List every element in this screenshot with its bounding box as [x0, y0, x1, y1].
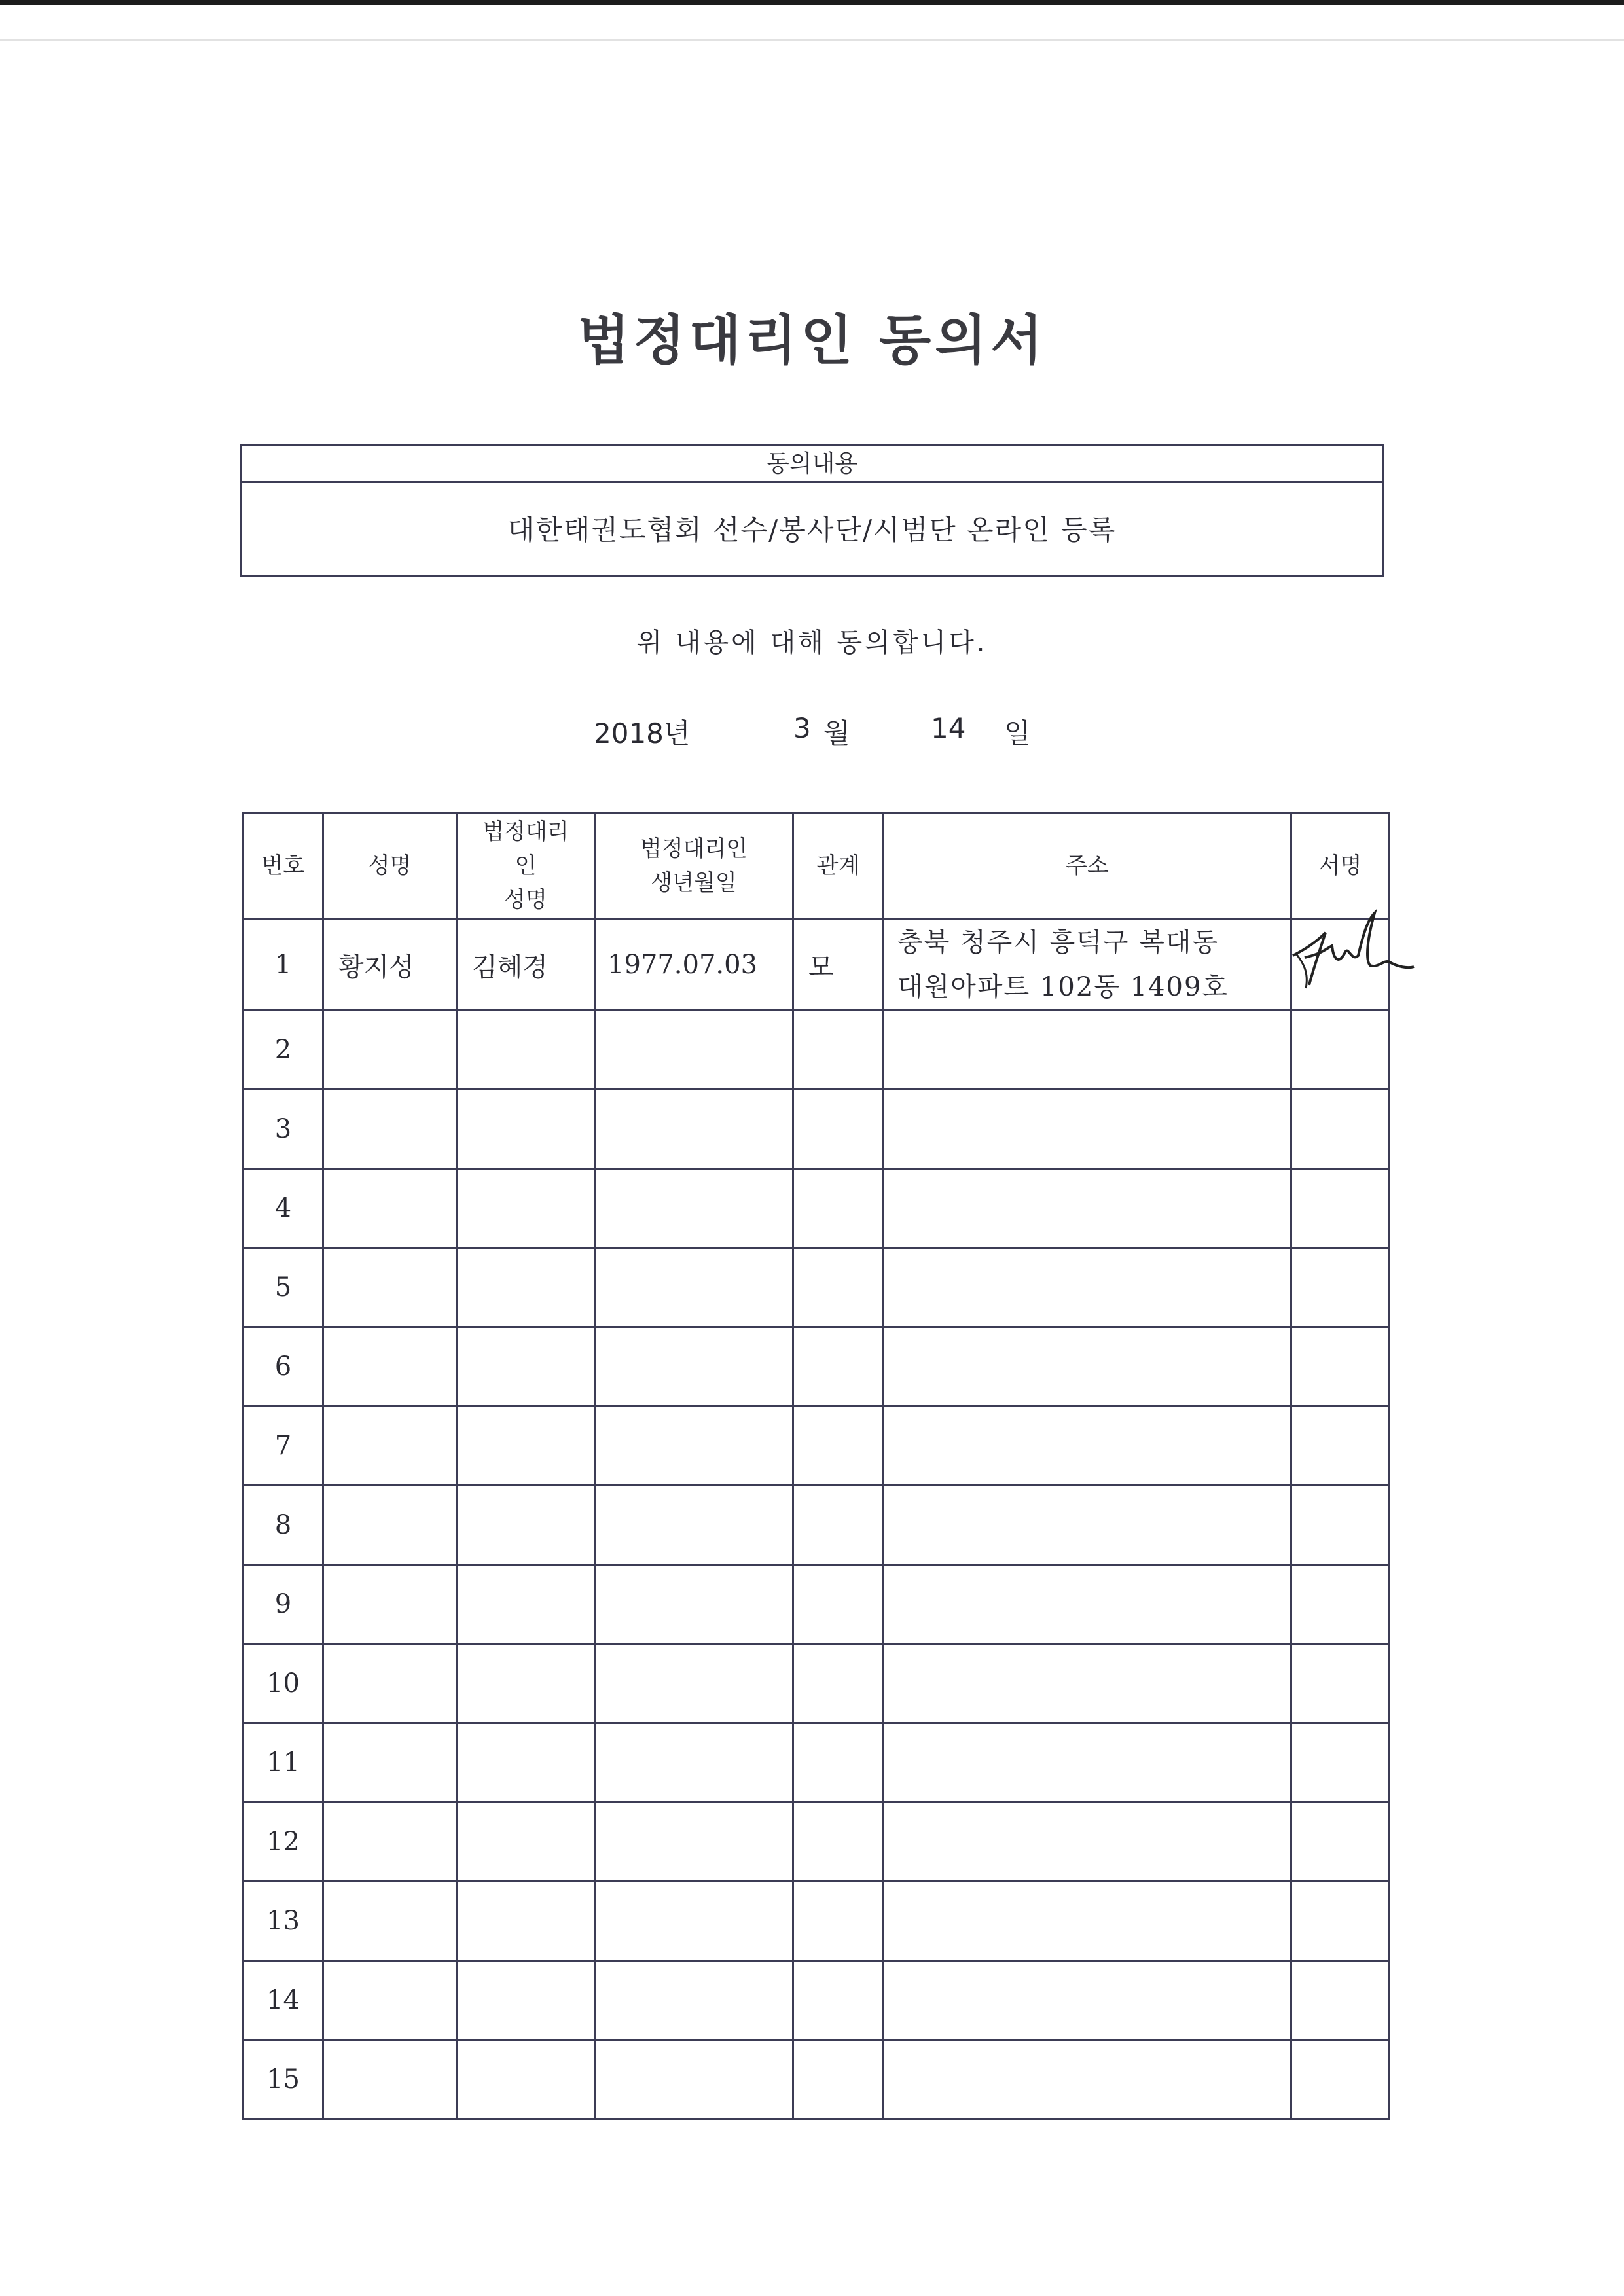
date-year: 2018년	[594, 717, 691, 749]
row-guardian-dob	[595, 1169, 793, 1248]
row-relation	[793, 1169, 884, 1248]
row-signature-cell	[1291, 1486, 1390, 1565]
row-relation	[793, 1327, 884, 1407]
consent-content: 대한태권도협회 선수/봉사단/시범단 온라인 등록	[507, 514, 1117, 546]
scan-top-edge	[0, 0, 1624, 5]
row-no: 3	[244, 1090, 323, 1169]
row-relation	[793, 1961, 884, 2040]
row-address-line1: 충북 청주시 흥덕구 복대동	[897, 927, 1219, 958]
row-guardian-name	[457, 1882, 595, 1961]
table-header-row	[244, 813, 1390, 920]
header-guardian-name-line3: 성명	[504, 887, 547, 913]
row-no: 8	[244, 1486, 323, 1565]
table-row	[244, 1090, 1390, 1169]
row-relation	[793, 1248, 884, 1327]
row-signature-cell	[1291, 1327, 1390, 1407]
header-guardian-dob-line2: 생년월일	[651, 870, 737, 896]
table-row	[244, 1248, 1390, 1327]
row-no: 9	[244, 1565, 323, 1644]
row-name	[323, 1011, 457, 1090]
row-signature-cell	[1291, 1961, 1390, 2040]
row-address	[884, 1961, 1291, 2040]
row-address	[884, 2040, 1291, 2119]
row-no: 7	[244, 1407, 323, 1486]
row-name	[323, 2040, 457, 2119]
row-relation	[793, 1565, 884, 1644]
row-no: 14	[244, 1961, 323, 2040]
row-name	[323, 1486, 457, 1565]
row-name	[323, 1565, 457, 1644]
row-no: 2	[244, 1011, 323, 1090]
row-no: 5	[244, 1248, 323, 1327]
table-row	[244, 1407, 1390, 1486]
header-guardian-dob	[595, 813, 793, 920]
row-name	[323, 1882, 457, 1961]
row-relation: 모	[793, 920, 884, 1011]
row-guardian-dob	[595, 1803, 793, 1882]
row-guardian-name	[457, 1803, 595, 1882]
row-signature-cell	[1291, 1407, 1390, 1486]
header-name: 성명	[323, 813, 457, 920]
row-signature-cell	[1291, 1169, 1390, 1248]
row-guardian-name	[457, 1327, 595, 1407]
table-row	[244, 1723, 1390, 1803]
date-day: 14	[931, 712, 966, 744]
header-guardian-name-line2: 인	[514, 853, 537, 879]
row-relation	[793, 1803, 884, 1882]
row-relation	[793, 1723, 884, 1803]
table-row	[244, 1011, 1390, 1090]
consent-box	[240, 444, 1384, 577]
row-guardian-name	[457, 1090, 595, 1169]
row-relation	[793, 1882, 884, 1961]
row-address	[884, 1723, 1291, 1803]
row-no: 11	[244, 1723, 323, 1803]
agree-statement: 위 내용에 대해 동의합니다.	[636, 628, 988, 658]
row-relation	[793, 1011, 884, 1090]
row-relation	[793, 1486, 884, 1565]
row-signature-cell	[1291, 1248, 1390, 1327]
table-row	[244, 2040, 1390, 2119]
row-name	[323, 1803, 457, 1882]
table-row	[244, 1565, 1390, 1644]
row-guardian-dob	[595, 1327, 793, 1407]
row-address	[884, 1248, 1291, 1327]
header-guardian-dob-line1: 법정대리인	[640, 836, 748, 862]
row-guardian-name	[457, 1248, 595, 1327]
row-signature-cell	[1291, 1644, 1390, 1723]
document-title: 법정대리인 동의서	[577, 310, 1047, 372]
row-signature-cell	[1291, 1803, 1390, 1882]
consent-header: 동의내용	[242, 446, 1382, 483]
table-row	[244, 1882, 1390, 1961]
table-row	[244, 1327, 1390, 1407]
row-name	[323, 1407, 457, 1486]
row-address	[884, 1565, 1291, 1644]
row-address	[884, 920, 1291, 1011]
row-no: 12	[244, 1803, 323, 1882]
row-signature-cell	[1291, 1011, 1390, 1090]
header-no: 번호	[244, 813, 323, 920]
row-signature-cell	[1291, 1565, 1390, 1644]
handwritten-signature	[1286, 906, 1417, 998]
row-guardian-dob	[595, 1407, 793, 1486]
row-address	[884, 1169, 1291, 1248]
row-address	[884, 1486, 1291, 1565]
row-address	[884, 1011, 1291, 1090]
row-address	[884, 1327, 1291, 1407]
row-relation	[793, 1644, 884, 1723]
row-address	[884, 1644, 1291, 1723]
date-month-unit: 월	[823, 717, 850, 749]
row-no: 4	[244, 1169, 323, 1248]
row-no: 1	[244, 920, 323, 1011]
date-month: 3	[793, 712, 811, 744]
header-relation: 관계	[793, 813, 884, 920]
table-row	[244, 1803, 1390, 1882]
header-guardian-name	[457, 813, 595, 920]
row-guardian-name	[457, 1565, 595, 1644]
row-guardian-name	[457, 2040, 595, 2119]
row-guardian-dob: 1977.07.03	[595, 920, 793, 1011]
page-edge-line	[0, 39, 1624, 41]
row-name	[323, 1169, 457, 1248]
guardian-table	[242, 812, 1390, 2120]
row-signature-cell	[1291, 1090, 1390, 1169]
row-guardian-name	[457, 1961, 595, 2040]
row-no: 6	[244, 1327, 323, 1407]
row-address	[884, 1882, 1291, 1961]
row-guardian-dob	[595, 1961, 793, 2040]
row-name	[323, 1248, 457, 1327]
row-name	[323, 1723, 457, 1803]
row-guardian-dob	[595, 1723, 793, 1803]
row-relation	[793, 1407, 884, 1486]
row-guardian-name	[457, 1169, 595, 1248]
table-row	[244, 1961, 1390, 2040]
row-no: 13	[244, 1882, 323, 1961]
table-row	[244, 1169, 1390, 1248]
row-guardian-dob	[595, 1011, 793, 1090]
row-guardian-name	[457, 1486, 595, 1565]
row-signature-cell	[1291, 1723, 1390, 1803]
row-relation	[793, 1090, 884, 1169]
row-signature-cell	[1291, 1882, 1390, 1961]
row-address-line2: 대원아파트 102동 1409호	[897, 972, 1229, 1002]
header-signature: 서명	[1291, 813, 1390, 920]
row-guardian-dob	[595, 1248, 793, 1327]
header-address: 주소	[884, 813, 1291, 920]
row-name	[323, 1644, 457, 1723]
row-signature-cell	[1291, 2040, 1390, 2119]
date-day-unit: 일	[1004, 717, 1031, 749]
row-address	[884, 1803, 1291, 1882]
row-no: 10	[244, 1644, 323, 1723]
row-name	[323, 1327, 457, 1407]
row-name	[323, 1090, 457, 1169]
row-guardian-dob	[595, 1644, 793, 1723]
table-row	[244, 1644, 1390, 1723]
row-guardian-dob	[595, 1486, 793, 1565]
row-no: 15	[244, 2040, 323, 2119]
table-row	[244, 1486, 1390, 1565]
row-guardian-dob	[595, 2040, 793, 2119]
row-name: 황지성	[323, 920, 457, 1011]
row-guardian-name	[457, 1407, 595, 1486]
row-guardian-name	[457, 1723, 595, 1803]
row-guardian-name	[457, 1011, 595, 1090]
header-guardian-name-line1: 법정대리	[482, 819, 569, 845]
row-guardian-dob	[595, 1090, 793, 1169]
table-row	[244, 920, 1390, 1011]
row-address	[884, 1407, 1291, 1486]
row-address	[884, 1090, 1291, 1169]
row-guardian-name: 김혜경	[457, 920, 595, 1011]
row-relation	[793, 2040, 884, 2119]
row-guardian-name	[457, 1644, 595, 1723]
row-guardian-dob	[595, 1882, 793, 1961]
row-name	[323, 1961, 457, 2040]
row-guardian-dob	[595, 1565, 793, 1644]
